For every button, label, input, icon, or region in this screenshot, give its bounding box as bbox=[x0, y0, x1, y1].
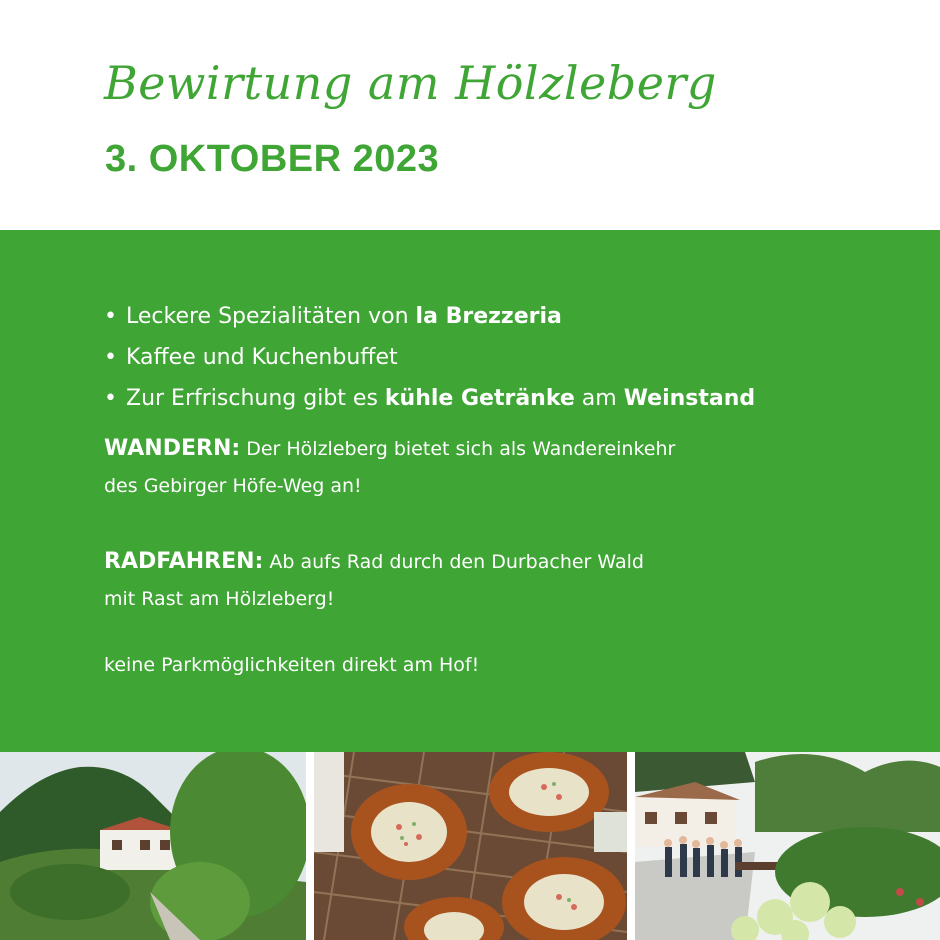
event-title: Bewirtung am Hölzleberg bbox=[104, 56, 717, 110]
list-item bbox=[104, 378, 755, 419]
cycling-lead: RADFAHREN: bbox=[104, 549, 264, 574]
list-item-text: am bbox=[574, 386, 624, 411]
list-item-bold: kühle Getränke bbox=[384, 386, 575, 411]
hiking-text-line2: des Gebirger Höfe-Weg an! bbox=[104, 475, 362, 497]
photo-strip bbox=[0, 752, 940, 940]
list-item-bold: Weinstand bbox=[623, 386, 756, 411]
list-item-text: Leckere Spezialitäten von bbox=[126, 304, 416, 329]
list-item-text: Zur Erfrischung gibt es bbox=[126, 386, 385, 411]
food-photo-pretzels bbox=[314, 752, 627, 940]
cycling-info bbox=[104, 543, 644, 618]
event-date: 3. OKTOBER 2023 bbox=[105, 138, 440, 180]
bullet-icon: • bbox=[104, 304, 117, 329]
cycling-text-line2: mit Rast am Hölzleberg! bbox=[104, 588, 335, 610]
hiking-lead: WANDERN: bbox=[104, 436, 241, 461]
cycling-text-line1: Ab aufs Rad durch den Durbacher Wald bbox=[263, 551, 644, 573]
hiking-info bbox=[104, 430, 675, 505]
bullet-icon: • bbox=[104, 345, 117, 370]
event-photo-guests bbox=[635, 752, 940, 940]
list-item-text: Kaffee und Kuchenbuffet bbox=[126, 345, 398, 370]
bullet-icon: • bbox=[104, 386, 117, 411]
info-panel bbox=[0, 230, 940, 752]
header bbox=[0, 0, 940, 230]
list-item-bold: la Brezzeria bbox=[415, 304, 562, 329]
landscape-photo-farm bbox=[0, 752, 306, 940]
offer-list bbox=[104, 296, 755, 419]
list-item bbox=[104, 337, 755, 378]
list-item bbox=[104, 296, 755, 337]
parking-note: keine Parkmöglichkeiten direkt am Hof! bbox=[104, 654, 480, 676]
hiking-text-line1: Der Hölzleberg bietet sich als Wandereinkehr bbox=[240, 438, 676, 460]
